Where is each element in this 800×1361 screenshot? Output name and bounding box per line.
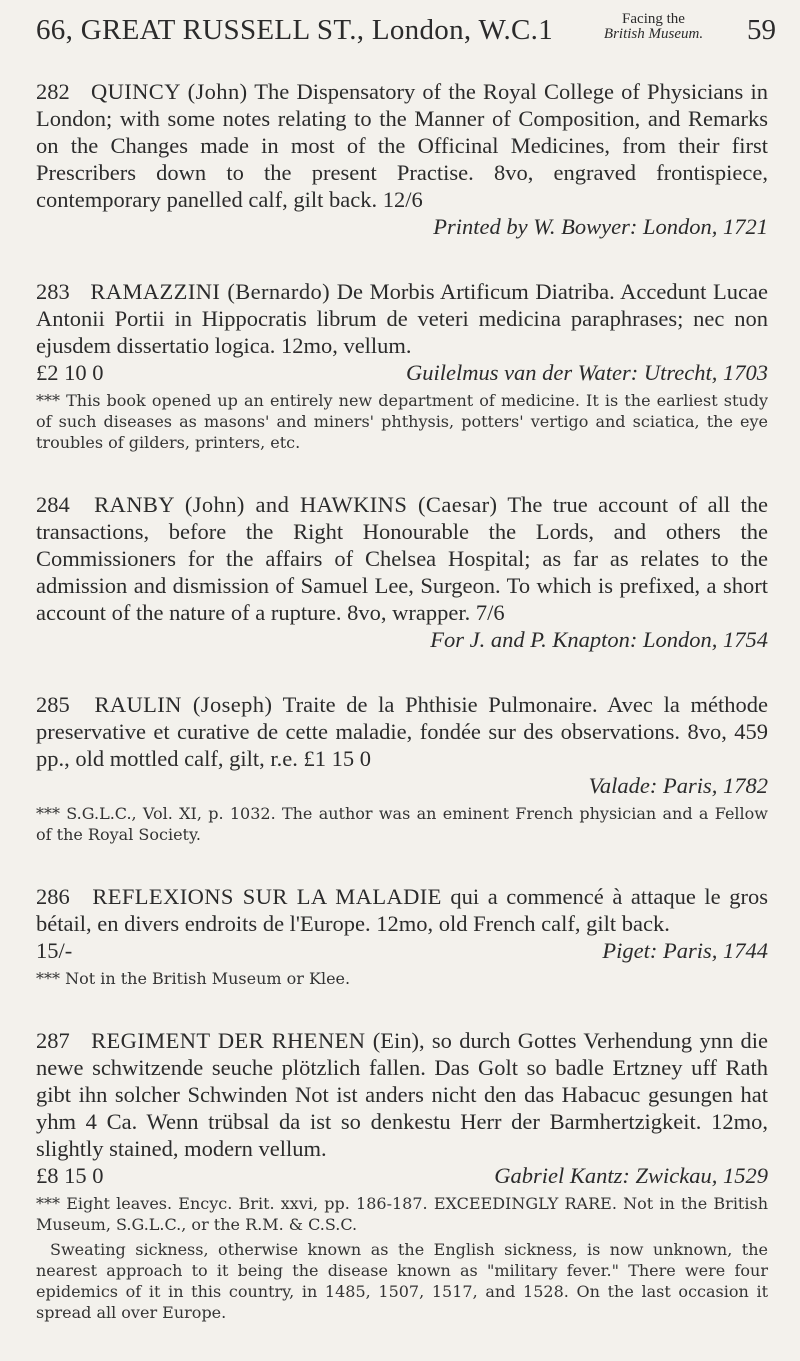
entry-number: 287 [36,1028,70,1053]
catalogue-entry [36,883,768,989]
entry-imprint: For J. and P. Knapton: London, 1754 [430,627,768,652]
facing-line2: British Museum. [603,26,704,42]
entry-imprint: Gabriel Kantz: Zwickau, 1529 [494,1163,768,1188]
entry-author: RAULIN (Joseph) [94,692,273,717]
entry-body: Traite de la Phthisie Pulmonaire. Avec la méthode preservative et curative de cette maladie, fondée sur des observations. 8vo, 459 pp., old mottled calf, gilt, r.e. £1 15 0 [36,692,768,771]
entry-author: QUINCY (John) [90,79,248,104]
page-header [36,10,776,60]
entry-note: *** Not in the British Museum or Klee. [36,969,351,988]
entry-price-row [36,359,768,386]
entry-number: 282 [36,79,70,104]
entry-imprint: Guilelmus van der Water: Utrecht, 1703 [405,360,768,385]
entry-number: 284 [36,492,70,517]
entry-price-row [36,1162,768,1189]
entry-note-continued: Sweating sickness, otherwise known as the English sickness, is now unknown, the nearest approach to it being the disease known as "military fever." There were four epidemics of it in this country, in 1485, 1507, 1517, and 1528. On the last occasion it spread all over Europe. [36,1240,768,1322]
entry-price: £2 10 0 [36,360,104,385]
entry-body: The true account of all the transactions, before the Right Honourable the Lords, and others the Commissioners for the affairs of Chelsea Hospital; as far as relates to the admission and dismission of Samuel Lee, Surgeon. To which is prefixed, a short account of the nature of a rupture. 8vo, wrapper. 7/6 [36,492,768,625]
facing-line1: Facing the [622,11,685,27]
catalogue-entry [36,278,768,453]
catalogue-entry [36,1027,768,1323]
entry-body: (Ein), so durch Gottes Verhendung ynn die newe schwitzende seuche plötzlich fallen. Das Golt so badle Ertzney uff Rath gibt ihn solcher Schwinden Not ist anders nicht den das Habacuc gesungen hat yhm 4 Ca. Wenn trübsal da ist so denkestu Herr der Barmhertzigkeit. 12mo, slightly stained, modern vellum. [36,1028,769,1161]
entry-author: RANBY (John) and HAWKINS (Caesar) [94,492,498,517]
entry-author: REGIMENT DER RHENEN [91,1028,366,1053]
catalogue-entries [36,78,768,1361]
catalogue-entry [36,491,768,653]
entry-price: 15/- [36,938,73,963]
entry-note: *** S.G.L.C., Vol. XI, p. 1032. The author was an eminent French physician and a Fellow of the Royal Society. [36,804,768,844]
entry-body: De Morbis Artificum Diatriba. Accedunt Lucae Antonii Portii in Hippocratis librum de veteri medicina paraphrases; nec non ejusdem dissertatio logica. 12mo, vellum. [36,279,769,358]
entry-author: RAMAZZINI (Bernardo) [90,279,331,304]
entry-price: £8 15 0 [36,1163,104,1188]
entry-note: *** Eight leaves. Encyc. Brit. xxvi, pp. 186-187. EXCEEDINGLY RARE. Not in the British Museum, S.G.L.C., or the R.M. & C.S.C. [36,1194,768,1234]
entry-text [36,491,768,626]
entry-text [36,278,768,359]
entry-price-row [36,937,768,964]
entry-number: 285 [36,692,70,717]
entry-text [36,78,768,213]
catalogue-entry [36,691,768,845]
entry-imprint: Piget: Paris, 1744 [602,938,768,963]
entry-note: *** This book opened up an entirely new department of medicine. It is the earliest study of such diseases as masons' and miners' phthysis, potters' vertigo and sciatica, the eye troubles of gilders, printers, etc. [36,391,768,452]
entry-author: REFLEXIONS SUR LA MALADIE [92,884,442,909]
entry-imprint: Printed by W. Bowyer: London, 1721 [433,214,768,239]
entry-text [36,691,768,772]
entry-text [36,883,768,937]
entry-body: The Dispensatory of the Royal College of Physicians in London; with some notes relating to the Manner of Composition, and Remarks on the Changes made in most of the Officinal Medicines, from their first Prescribers down to the present Practise. 8vo, engraved frontispiece, contemporary panelled calf, gilt back. 12/6 [36,79,769,212]
entry-body: qui a commencé à attaque le gros bétail, en divers endroits de l'Europe. 12mo, old French calf, gilt back. [36,884,768,936]
entry-number: 283 [36,279,70,304]
catalogue-entry [36,78,768,240]
page-number: 59 [747,14,776,46]
running-head: 66, GREAT RUSSELL ST., London, W.C.1 [36,14,554,46]
entry-number: 286 [36,884,70,909]
facing-note [596,12,711,42]
entry-imprint: Valade: Paris, 1782 [588,773,768,798]
entry-text [36,1027,768,1162]
